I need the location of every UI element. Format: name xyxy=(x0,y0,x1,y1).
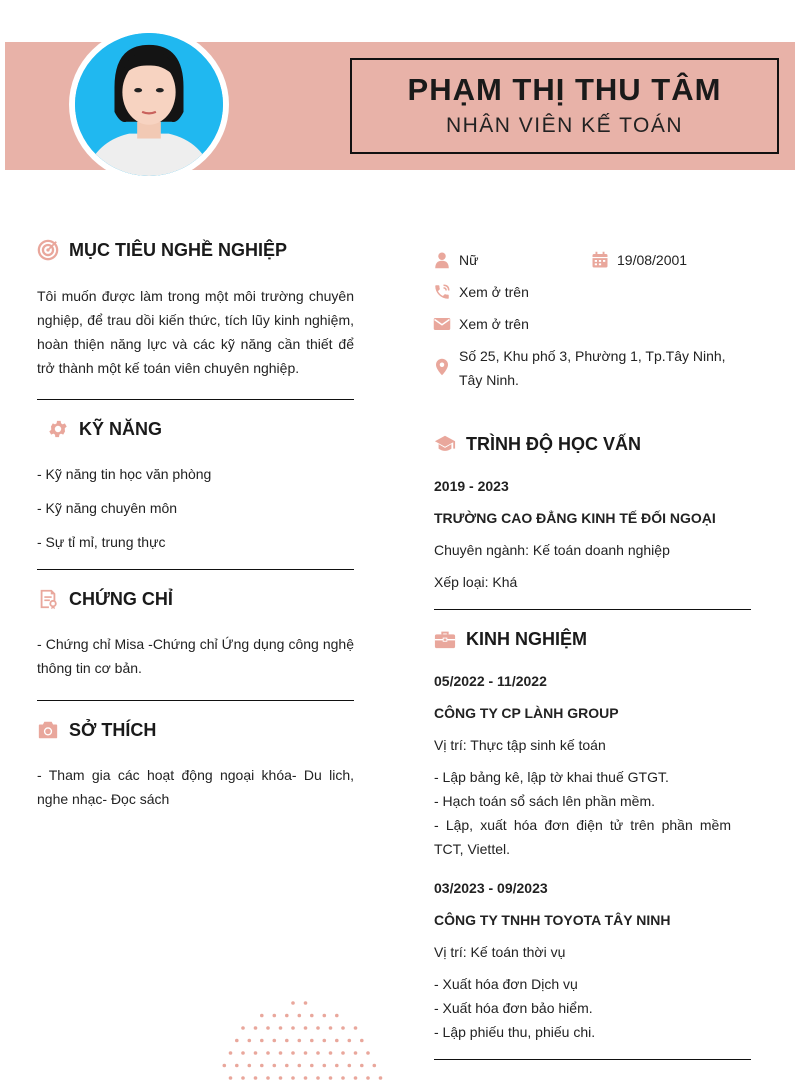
education-major: Chuyên ngành: Kế toán doanh nghiệp xyxy=(434,542,670,558)
job-tasks xyxy=(434,765,731,861)
decorative-dot xyxy=(279,1026,283,1030)
email-row xyxy=(433,312,529,336)
decorative-dot xyxy=(304,1076,308,1080)
decorative-dot xyxy=(291,1076,295,1080)
education-period: 2019 - 2023 xyxy=(434,478,509,494)
objective-text: Tôi muốn được làm trong một môi trường chuyên nghiệp, để trau dồi kiến thức, tích lũy kinh nghiệm, hoàn thiện năng lực và các kỹ năng cần thiết để trở thành một kế toán viên chuyên nghiệp. xyxy=(37,288,354,376)
job-position: Vị trí: Kế toán thời vụ xyxy=(434,944,566,960)
decorative-dot xyxy=(323,1039,327,1043)
envelope-icon xyxy=(433,315,451,333)
experience-title: KINH NGHIỆM xyxy=(466,628,587,649)
hobbies-heading xyxy=(37,719,156,741)
dob-row xyxy=(591,248,687,272)
decorative-dot xyxy=(341,1026,345,1030)
decorative-dot xyxy=(241,1076,245,1080)
objective-title: MỤC TIÊU NGHỀ NGHIỆP xyxy=(69,239,288,260)
skills-title: KỸ NĂNG xyxy=(79,418,163,439)
person-icon xyxy=(433,251,451,269)
divider xyxy=(37,569,354,570)
decorative-dot xyxy=(254,1076,258,1080)
job-tasks xyxy=(434,972,731,1044)
briefcase-icon xyxy=(434,628,456,650)
decorative-dot xyxy=(248,1039,252,1043)
decorative-dot xyxy=(254,1026,258,1030)
decorative-dot xyxy=(354,1026,358,1030)
decorative-dot xyxy=(273,1064,277,1068)
job-task: - Xuất hóa đơn bảo hiểm. xyxy=(434,1000,593,1016)
decorative-dot xyxy=(285,1064,289,1068)
certificates-heading xyxy=(37,588,173,610)
decorative-dot xyxy=(235,1039,239,1043)
hobbies-title: SỞ THÍCH xyxy=(69,719,157,740)
divider xyxy=(434,1059,751,1060)
decorative-dot xyxy=(329,1076,333,1080)
address-value: Số 25, Khu phố 3, Phường 1, Tp.Tây Ninh, Tây Ninh. xyxy=(459,348,726,388)
divider xyxy=(37,700,354,701)
skills-heading xyxy=(47,418,162,440)
name-box xyxy=(350,58,779,154)
decorative-dot xyxy=(304,1051,308,1055)
decorative-dot xyxy=(273,1014,277,1018)
decorative-dot xyxy=(354,1051,358,1055)
job-task: - Lập bảng kê, lập tờ khai thuế GTGT. xyxy=(434,769,669,785)
job-task: - Hạch toán sổ sách lên phần mềm. xyxy=(434,793,656,809)
decorative-dot xyxy=(223,1064,227,1068)
decorative-dot xyxy=(266,1076,270,1080)
decorative-dot xyxy=(310,1064,314,1068)
certificates-title: CHỨNG CHỈ xyxy=(69,588,173,609)
decorative-dot xyxy=(354,1076,358,1080)
education-grade: Xếp loại: Khá xyxy=(434,574,518,590)
decorative-dot xyxy=(279,1076,283,1080)
decorative-dot xyxy=(323,1064,327,1068)
gear-icon xyxy=(47,418,69,440)
job-task: - Xuất hóa đơn Dịch vụ xyxy=(434,976,578,992)
experience-heading xyxy=(434,628,587,650)
decorative-dot xyxy=(279,1051,283,1055)
decorative-dot xyxy=(335,1039,339,1043)
decorative-dot xyxy=(366,1051,370,1055)
decorative-dot xyxy=(323,1014,327,1018)
job-period: 03/2023 - 09/2023 xyxy=(434,880,548,896)
decorative-dot xyxy=(266,1051,270,1055)
location-pin-icon xyxy=(433,358,451,376)
company-name: CÔNG TY TNHH TOYOTA TÂY NINH xyxy=(434,912,671,928)
decorative-dot xyxy=(316,1026,320,1030)
decorative-dot xyxy=(285,1014,289,1018)
decorative-dot xyxy=(360,1039,364,1043)
decorative-dot xyxy=(260,1039,264,1043)
job-title: NHÂN VIÊN KẾ TOÁN xyxy=(445,114,684,137)
candidate-name: PHẠM THỊ THU TÂM xyxy=(407,72,722,107)
decorative-dot xyxy=(379,1076,383,1080)
target-icon xyxy=(37,239,59,261)
decorative-dot xyxy=(241,1026,245,1030)
profile-photo xyxy=(75,33,223,176)
decorative-dot xyxy=(298,1064,302,1068)
decorative-dot xyxy=(241,1051,245,1055)
skill-item: - Kỹ năng chuyên môn xyxy=(37,500,178,516)
divider xyxy=(434,609,751,610)
skill-item: - Kỹ năng tin học văn phòng xyxy=(37,466,212,482)
decorative-dots xyxy=(205,998,395,1084)
decorative-dot xyxy=(348,1064,352,1068)
decorative-dot xyxy=(298,1014,302,1018)
decorative-dot xyxy=(285,1039,289,1043)
decorative-dot xyxy=(329,1026,333,1030)
decorative-dot xyxy=(304,1001,308,1005)
job-period: 05/2022 - 11/2022 xyxy=(434,673,547,689)
job-task: - Lập, xuất hóa đơn điện tử trên phần mềm TCT, Viettel. xyxy=(434,817,731,857)
phone-icon xyxy=(433,283,451,301)
decorative-dot xyxy=(341,1051,345,1055)
decorative-dot xyxy=(273,1039,277,1043)
decorative-dot xyxy=(254,1051,258,1055)
decorative-dot xyxy=(304,1026,308,1030)
decorative-dot xyxy=(235,1064,239,1068)
graduation-cap-icon xyxy=(434,433,456,455)
hobbies-text: - Tham gia các hoạt động ngoại khóa- Du lich, nghe nhạc- Đọc sách xyxy=(37,767,354,807)
decorative-dot xyxy=(366,1076,370,1080)
decorative-dot xyxy=(310,1039,314,1043)
decorative-dot xyxy=(266,1026,270,1030)
certificate-icon xyxy=(37,588,59,610)
decorative-dot xyxy=(341,1076,345,1080)
decorative-dot xyxy=(310,1014,314,1018)
decorative-dot xyxy=(335,1064,339,1068)
decorative-dot xyxy=(360,1064,364,1068)
education-title: TRÌNH ĐỘ HỌC VẤN xyxy=(466,433,641,454)
decorative-dot xyxy=(329,1051,333,1055)
decorative-dot xyxy=(316,1076,320,1080)
decorative-dot xyxy=(260,1014,264,1018)
decorative-dot xyxy=(248,1064,252,1068)
education-heading xyxy=(434,433,641,455)
decorative-dot xyxy=(373,1064,377,1068)
divider xyxy=(37,399,354,400)
dob-value: 19/08/2001 xyxy=(617,252,688,268)
calendar-icon xyxy=(591,251,609,269)
school-name: TRƯỜNG CAO ĐẲNG KINH TẾ ĐỐI NGOẠI xyxy=(434,510,716,526)
decorative-dot xyxy=(229,1076,233,1080)
phone-row xyxy=(433,280,529,304)
address-row xyxy=(433,344,743,392)
objective-heading xyxy=(37,239,287,261)
job-task: - Lập phiếu thu, phiếu chi. xyxy=(434,1024,596,1040)
decorative-dot xyxy=(348,1039,352,1043)
job-position: Vị trí: Thực tập sinh kế toán xyxy=(434,737,606,753)
avatar xyxy=(69,27,229,182)
decorative-dot xyxy=(291,1051,295,1055)
certificates-text: - Chứng chỉ Misa -Chứng chỉ Ứng dụng công nghệ thông tin cơ bản. xyxy=(37,636,354,676)
decorative-dot xyxy=(335,1014,339,1018)
decorative-dot xyxy=(260,1064,264,1068)
decorative-dot xyxy=(291,1026,295,1030)
company-name: CÔNG TY CP LÀNH GROUP xyxy=(434,705,619,721)
decorative-dot xyxy=(291,1001,295,1005)
phone-value: Xem ở trên xyxy=(459,284,529,300)
email-value: Xem ở trên xyxy=(459,316,529,332)
decorative-dot xyxy=(298,1039,302,1043)
gender-row xyxy=(433,248,478,272)
camera-icon xyxy=(37,719,59,741)
gender-value: Nữ xyxy=(459,252,479,268)
decorative-dot xyxy=(316,1051,320,1055)
skill-item: - Sự tỉ mỉ, trung thực xyxy=(37,534,166,550)
decorative-dot xyxy=(229,1051,233,1055)
